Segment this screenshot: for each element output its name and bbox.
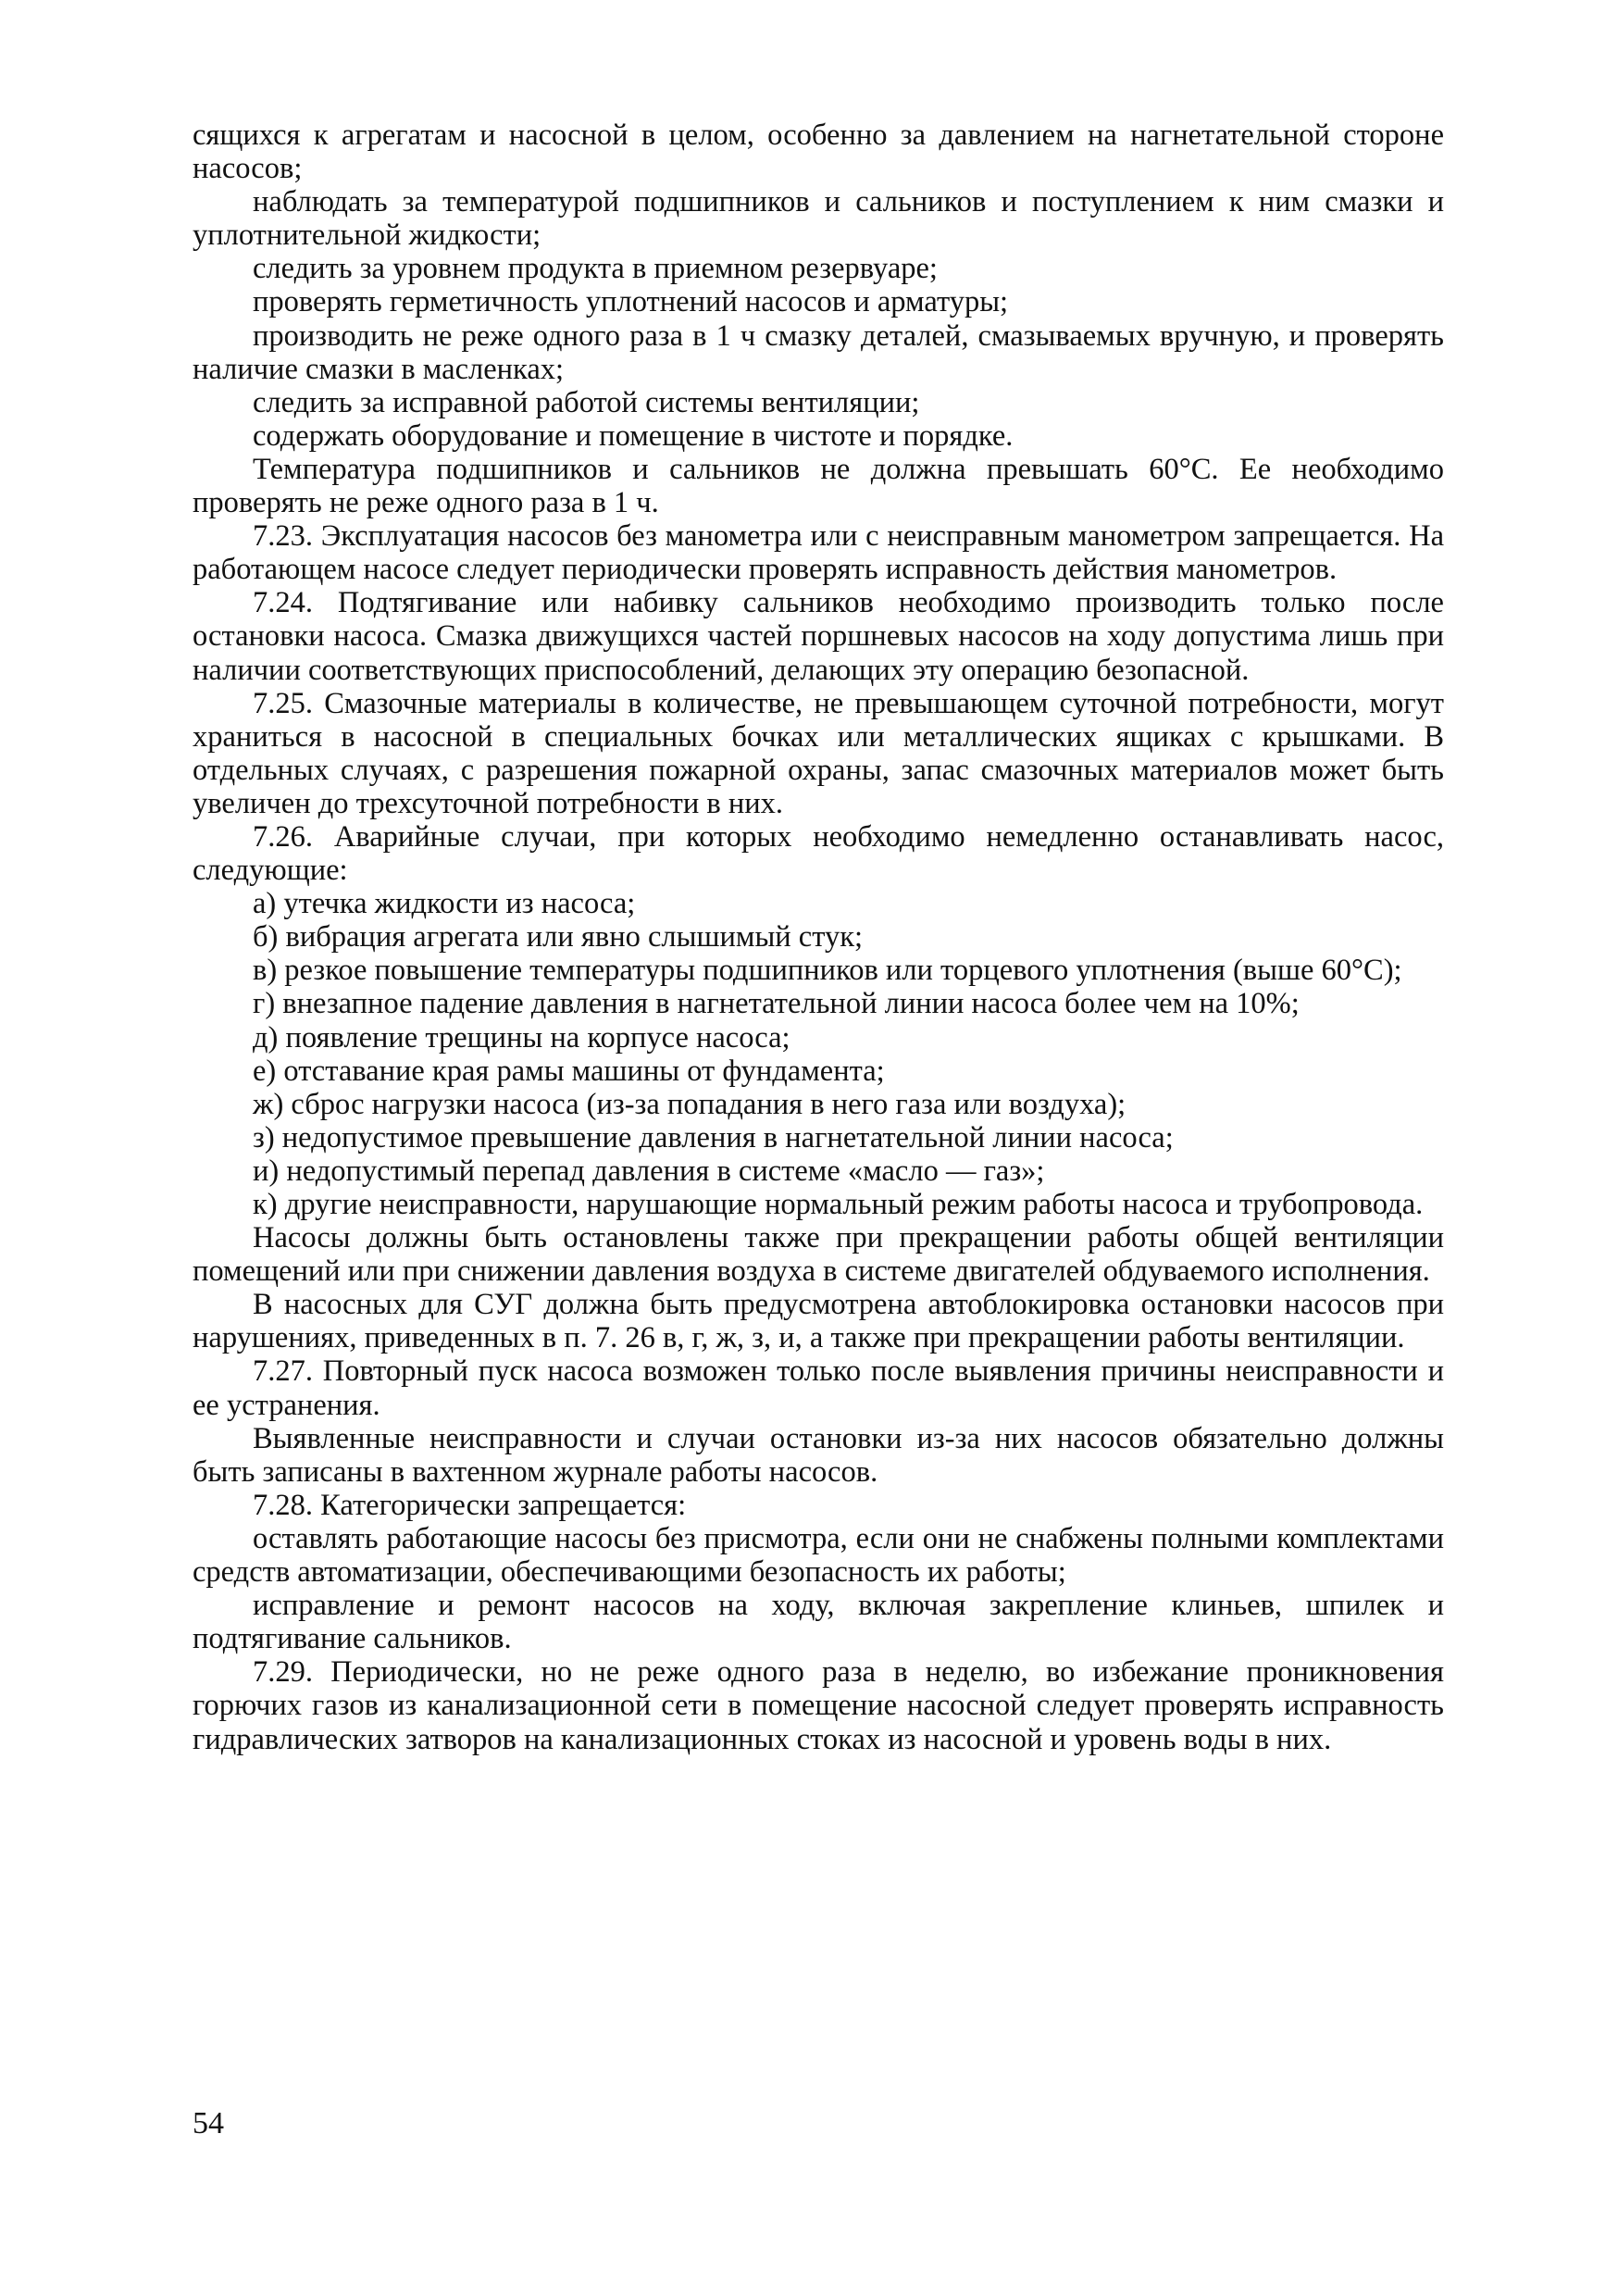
paragraph: Выявленные неисправности и случаи остановки из-за них насосов обязательно должны быть записаны в вахтенном журнале работы насосов. [193,1421,1444,1489]
paragraph: д) появление трещины на корпусе насоса; [253,1020,790,1054]
paragraph: 7.25. Смазочные материалы в количестве, не превышающем суточной потребности, могут храниться в насосной в специальных бочках или металлических ящиках с крышками. В отдельных случаях, с разрешения пожарной охраны, запас смазочных материалов может быть увеличен до трехсуточной потребности в них. [193,686,1444,820]
paragraph: 7.29. Периодически, но не реже одного раза в неделю, во избежание проникновения горючих газов из канализационной сети в помещение насосной следует проверять исправность гидравлических затворов на канализационных стоках из насосной и уровень воды в них. [193,1655,1444,1756]
paragraph: содержать оборудование и помещение в чистоте и порядке. [253,418,1014,453]
paragraph: ж) сброс нагрузки насоса (из-за попадания в него газа или воздуха); [253,1087,1126,1121]
paragraph: Насосы должны быть остановлены также при прекращении работы общей вентиляции помещений или при снижении давления воздуха в системе двигателей обдуваемого исполнения. [193,1221,1444,1289]
paragraph: б) вибрация агрегата или явно слышимый стук; [253,920,864,955]
paragraph: а) утечка жидкости из насоса; [253,887,636,921]
paragraph: 7.26. Аварийные случаи, при которых необходимо немедленно останавливать насос, следующие: [193,819,1444,888]
document-body [193,119,1444,1756]
paragraph: следить за исправной работой системы вентиляции; [253,385,920,419]
paragraph: следить за уровнем продукта в приемном резервуаре; [253,252,938,286]
paragraph: производить не реже одного раза в 1 ч смазку деталей, смазываемых вручную, и проверять наличие смазки в масленках; [193,318,1444,386]
paragraph: оставлять работающие насосы без присмотра, если они не снабжены полными комплектами средств автоматизации, обеспечивающими безопасность их работы; [193,1521,1444,1590]
paragraph: В насосных для СУГ должна быть предусмотрена автоблокировка остановки насосов при нарушениях, приведенных в п. 7. 26 в, г, ж, з, и, а также при прекращении работы вентиляции. [193,1288,1444,1355]
paragraph: г) внезапное падение давления в нагнетательной линии насоса более чем на 10%; [253,987,1300,1021]
paragraph: проверять герметичность уплотнений насосов и арматуры; [253,285,1009,319]
page-number: 54 [193,2106,224,2140]
paragraph: 7.23. Эксплуатация насосов без манометра или с неисправным манометром запрещается. На работающем насосе следует периодически проверять исправность действия манометров. [193,519,1444,587]
paragraph: исправление и ремонт насосов на ходу, включая закрепление клиньев, шпилек и подтягивание сальников. [193,1589,1444,1656]
paragraph: 7.24. Подтягивание или набивку сальников необходимо производить только после остановки насоса. Смазка движущихся частей поршневых насосов на ходу допустима лишь при наличии соответствующих приспособлений, делающих эту операцию безопасной. [193,586,1444,687]
paragraph: к) другие неисправности, нарушающие нормальный режим работы насоса и трубопровода. [253,1188,1424,1221]
paragraph: в) резкое повышение температуры подшипников или торцевого уплотнения (выше 60°С); [253,954,1402,988]
paragraph: наблюдать за температурой подшипников и сальников и поступлением к ним смазки и уплотнительной жидкости; [193,185,1444,253]
paragraph: 7.27. Повторный пуск насоса возможен только после выявления причины неисправности и ее устранения. [193,1354,1444,1422]
paragraph: и) недопустимый перепад давления в системе «масло — газ»; [253,1154,1045,1188]
paragraph: е) отставание края рамы машины от фундамента; [253,1054,885,1088]
paragraph: сящихся к агрегатам и насосной в целом, особенно за давлением на нагнетательной стороне насосов; [193,119,1444,186]
paragraph: з) недопустимое превышение давления в нагнетательной линии насоса; [253,1120,1174,1154]
paragraph: 7.28. Категорически запрещается: [253,1488,687,1522]
paragraph: Температура подшипников и сальников не должна превышать 60°С. Ее необходимо проверять не реже одного раза в 1 ч. [193,452,1444,520]
